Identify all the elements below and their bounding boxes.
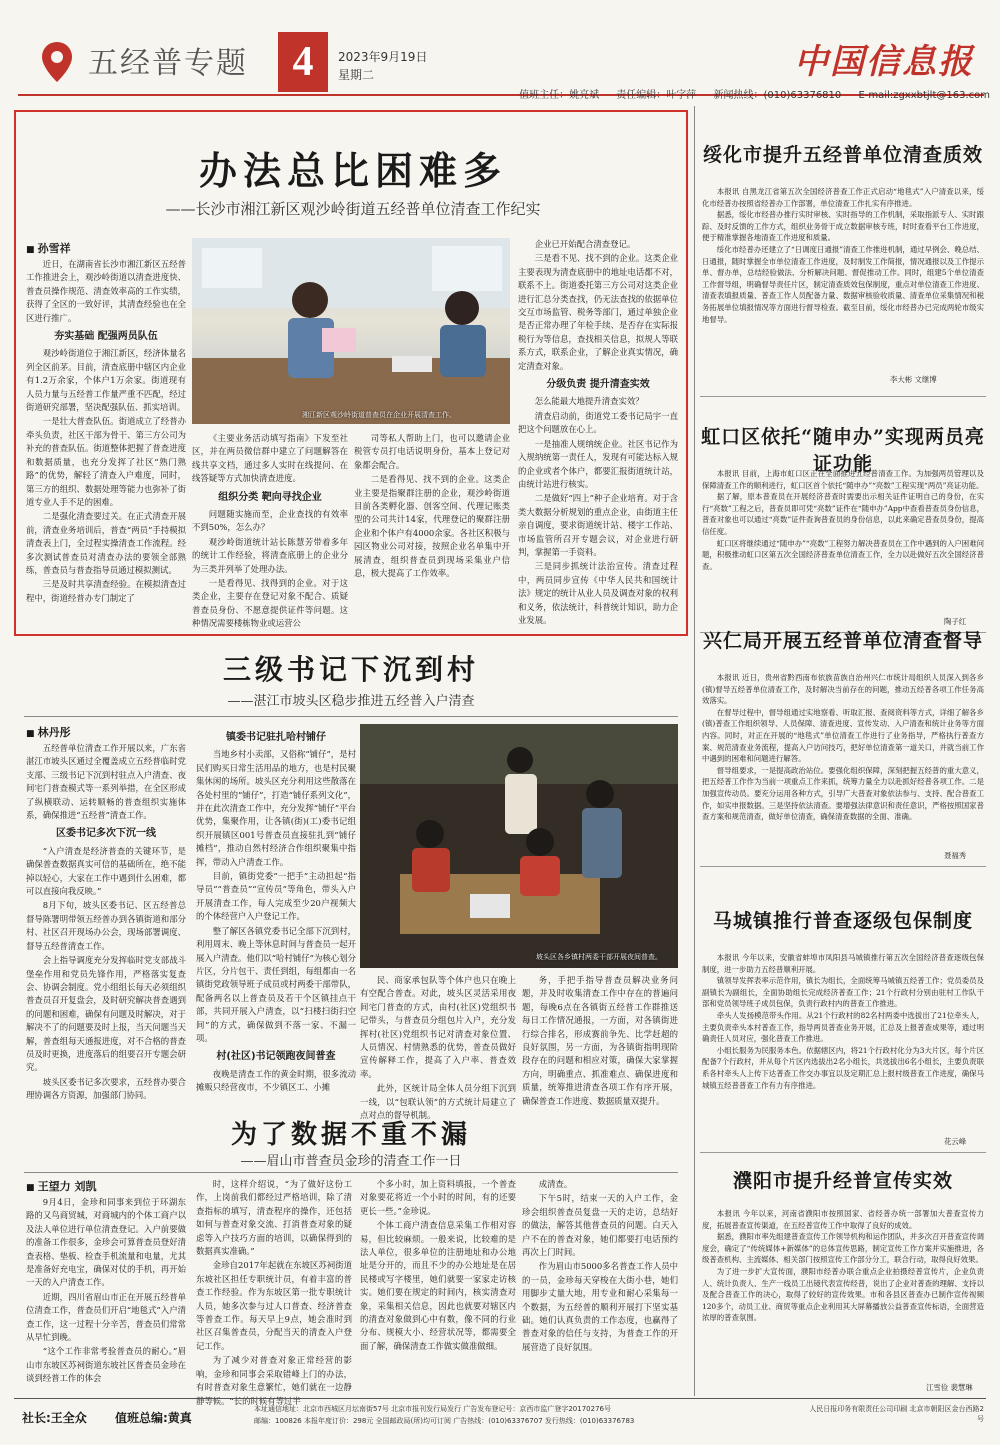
brief-2-author: 陶子红	[944, 617, 967, 626]
brief-1-author: 李大彬 文继博	[890, 375, 937, 384]
paragraph: 问题随实施而至，企业查找的有效率不到50%，怎么办？	[192, 509, 348, 533]
brief-1-headline: 绥化市提升五经普单位清查质效	[702, 144, 983, 166]
paragraph: 时，这样介绍说，“为了做好这份工作，上岗前我们都经过严格培训，除了清查指标的填写，清查程序的操作，还包括如何与普查对象交流、打消普查对象的疑虑等入户技巧方面的培训，以确保得到的数据真实准确。”	[196, 1179, 352, 1257]
paragraph: 五经普单位清查工作开展以来，广东省湛江市坡头区通过全覆盖成立五经普临时党支部、三级书记下沉到村驻点入户清查、夜间宅门普查模式等一系列举措，在全区形成了纵横联动、运转顺畅的普查组织实施体系，确保推进“五经普”清查工作。	[26, 743, 186, 821]
feature-photo	[192, 238, 510, 424]
story2-column-1	[26, 742, 186, 1108]
paragraph: 近日，在湖南省长沙市湘江新区五经普工作推进会上，观沙岭街道以清查进度快、普查员操作规范、清查效率高的工作实绩，获得了全区的一致好评，其清查经验也在全区进行推广。	[26, 259, 186, 323]
story2-headline: 三级书记下沉到村	[222, 653, 479, 686]
paragraph: 整了解区各镇党委书记全部下沉到村，利用周末、晚上等休息时间与普查员一起开展入户清查。他们以“哈村铺仔”为核心划分片区，分片包干、责任到组，每组都由一名镇街党政领导班子成员或村两委干部带队，配备两名以上普查员及若干个区镇挂点干部，共同开展入户清查，以“扫楼扫街扫空间”的方式，确保做到不落一家、不漏一项。	[196, 925, 356, 1043]
brief-5-headline: 濮阳市提升经普宣传实效	[732, 1170, 953, 1192]
paragraph: 民、商家承包队等个体户也只在晚上有空配合普查。对此，坡头区灵活采用夜间宅门普查的方式，由村(社区)党组织书记带头，与普查员分组包片入户，充分发挥村(社区)党组织书记对清查对象位置、人员情况、村情熟悉的优势，普查员做好宣传解释工作，提高了入户率、普查效率。	[360, 975, 516, 1079]
paragraph: “这个工作非常考验普查员的耐心。”眉山市东坡区苏祠街道东坡社区普查员金珍在谈到经普工作的体会	[26, 1346, 186, 1384]
page-footer	[14, 1398, 986, 1433]
feature-photo-illustration	[192, 238, 510, 424]
paragraph: 清查启动前，街道党工委书记局宇一直把这个问题放在心上。	[518, 410, 678, 435]
brief-3-author: 聂福秀	[944, 851, 967, 860]
issue-date: 2023年9月19日	[338, 50, 428, 64]
story3-column-4	[522, 1178, 678, 1392]
story2-column-2	[196, 726, 356, 1108]
story3-headline: 为了数据不重不漏	[230, 1120, 471, 1150]
brief-2-body	[702, 468, 984, 616]
feature-headline: 办法总比困难多	[198, 148, 507, 193]
paragraph: 《主要业务活动填写指南》下发至社区，并在两员微信群中建立了问题解答在线共享文档，通过多人实时在线提问、在线答疑等方式加快清查进度。	[192, 433, 348, 484]
feature-byline: ■ 孙雪祥	[26, 240, 71, 256]
paragraph: 金珍自2017年起就在东坡区苏祠街道东坡社区担任专职统计员，有着丰富的普查工作经验。作为东坡区第一批专职统计人员，她多次参与过人口普查、经济普查等普查工作。每天早上9点，她会准时到社区召集普查员，分配当天的清查入户登记工作。	[196, 1260, 352, 1351]
brief-5-body	[702, 1208, 984, 1380]
subheading: 村(社区)书记领跑夜间普查	[216, 1051, 336, 1063]
feature-column-2	[192, 432, 348, 632]
paragraph: 9月4日，金珍和同事来到位于环湖东路的又鸟商贸城，对商城内的个体工商户以及法人单位进行单位清查登记。入户前要做的准备工作很多，金珍会可算普查员登好清查表格、垫板、检查手机流量和电量，尤其是准备好充电宝，确保对仗的手机，再开始一天的入户清查工作。	[26, 1197, 186, 1288]
brief-4-headline: 马城镇推行普查逐级包保制度	[712, 910, 973, 932]
paragraph: 一是壮大普查队伍。街道成立了经普办牵头负责，社区干部为骨干、第三方公司为补充的普查队伍。街道整体把握了普查进度和数据质量，也充分发挥了社区“熟门熟路”的优势，解轻了清查入户难度，同时，第三方的组织、数据处理等能力也弥补了街道专业人手不足的困难。	[26, 416, 186, 507]
paragraph: 据了解，原本普查员在开展经济普查时需要出示相关证件证明自己的身份，在实行“亮数”工程之后，普查员即可凭“亮数”证件在“随申办”App中查看普查员身份信息，普查对象也可以通过“亮数”证件查询普查员的身份信息，以此来确定普查员身份，提高信任度。	[702, 492, 984, 536]
editor-info	[505, 86, 990, 101]
paragraph: 观沙岭街道位于湘江新区，经济体量名列全区前茅。目前，清查底册中辖区内企业有1.2万余家，个体户1万余家。街道现有人员力量与五经普工作量严重不匹配，经过街道研究部署，坚决配强队伍、抓实培训。	[26, 348, 186, 413]
section-title: 五经普专题	[88, 46, 248, 81]
paragraph: 镇领导发挥表率示范作用，镇长为组长，全面统筹马城镇五经普工作；党员委员及副镇长为副组长，全面协助组长完成经济普查工作；21个行政村分别由驻村工作队干部和党员领导班子成员包保，负责行政村内的普查工作推进。	[702, 976, 984, 1009]
paragraph: 夜晚是清查工作的黄金时期，很多流动摊贩只经营夜市，不少镇区工、小摊	[196, 1068, 356, 1093]
paragraph: 为了减少对普查对象正常经营的影响，金珍和同事会采取错峰上门的办法，有时普查对象生意繁忙，她们就在一边静静等候。“长的时候有等过半	[196, 1355, 352, 1406]
story2-subheadline: ——湛江市坡头区稳步推进五经普入户清查	[227, 694, 475, 709]
paragraph: 在督导过程中，督导组通过实地察看、听取汇报、查阅资料等方式，详细了解各乡(镇)普查工作组织领导、人员保障、清查进度、宣传发动、入户清查和统计业务等方面内容。同时，对正在开展的“地毯式”单位清查工作进行了业务指导，严格执行普查方案、规范清查业务流程，提高入户访问技巧，把好单位清查第一道关口，并就当前工作中遇到的困难和问题进行解答。	[702, 707, 984, 764]
story2-rule	[24, 716, 678, 717]
story2-photo-illustration	[360, 724, 678, 968]
paragraph: 二是强化清查要过关。在正式清查开展前，清查业务培训后，普查“两员”手持模拟清查表上门，全过程实操清查工作流程。经多次测试普查员对清查办法的要领全部熟练，普查员与普查指导员通过模拟测试。	[26, 511, 186, 575]
paragraph: 据悉，绥化市经普办推行实时审核、实时指导的工作机制，采取指派专人、实时跟踪、及时反馈的工作方式，组织业务骨干成立数据审核专班，时时查看平台工作进度，便于精准掌握各地清查工作进度和质量。	[702, 210, 984, 243]
paragraph: 本报讯 自黑龙江省第五次全国经济普查工作正式启动“地毯式”入户清查以来，绥化市经普办按照省经普办工作部署，单位清查工作扎实有序推进。	[702, 187, 984, 208]
feature-column-4	[518, 238, 678, 630]
paragraph: 本报讯 目前，上海市虹口区正在全面推进五经普清查工作。为加强两员管理以及保障清查工作的顺利进行，虹口区首个依托“随申办”“亮数”工程实现“两员”亮证功能。	[702, 469, 984, 490]
feature-subheadline: ——长沙市湘江新区观沙岭街道五经普单位清查工作纪实	[165, 200, 541, 218]
column-divider	[694, 106, 695, 1396]
paragraph: 三是看不见、找不到的企业。这类企业主要表现为清查底册中的地址电话都不对，联系不上。街道委托第三方公司对这类企业进行汇总分类查找，仍无法查找的依据单位交互市场监管、税务等部门，通过单独企业是否正常办理了年检手续、是否存在实际报税行为等信息，查找相关信息，拟规人等联系方式，联系企业，了解企业真实情况，确定清查对象。	[518, 253, 678, 371]
paragraph: 坡头区委书记多次要求，五经普办要合理协调各方资源，加强部门协同。	[26, 1076, 186, 1101]
footer-address-line-1: 本址通信地址：北京市西城区月坛南街57号 北京市报刊发行局发行 广告发布登记号：京西市监广登字20170276号	[254, 1405, 611, 1413]
paragraph: 二是做好“四上”种子企业培育。对于含类大数据分析规划的重点企业，由街道主任亲自调度，要求街道统计站、楼宇工作站、市场监管所召开专题会议，对企业进行研判，掌握第一手资料。	[518, 493, 678, 557]
responsible-editor: 责任编辑：叶字萍	[616, 90, 697, 101]
feature-column-1	[26, 258, 186, 630]
story2-column-4	[522, 974, 678, 1108]
paragraph: “入户清查是经济普查的关键环节，是确保普查数据真实可信的基础所在，绝不能掉以轻心，大家在工作中遇到什么困难，都可以直接向我反映。”	[26, 845, 186, 897]
paragraph: 个多小时，加上资料填报，一个普查对象要花将近一个小时的时间，有的还要更长一些。”金珍说。	[360, 1179, 516, 1216]
subheading: 组织分类 靶向寻找企业	[218, 491, 322, 503]
brief-3-headline: 兴仁局开展五经普单位清查督导	[702, 630, 983, 652]
paragraph: 绥化市经普办还建立了“日调度日通报”清查工作推进机制，通过早例会、晚总结、日通报，随时掌握全市单位清查工作进度，及时制发工作简报，情况通报以及工作提示单、督办单，总结经验做法、分析解决问题、督促推动工作。同时，组建5个单位清查工作督导组，明确督导责任片区，制定清查质效包保制度，重点对单位清查工作进度、清查表填报质量、普查工作人员配备力量、数据审核验收质量、清查单位采集情况和税务拓展单位填报情况等方面进行督导检查。截至目前，绥化市经普办已完成两轮市级实地督导。	[702, 244, 984, 324]
paragraph: 目前，镇街党委“一把手”主动担起“指导员”“普查员”“宣传员”等角色，带头入户开展清查工作，每人完成至少20户视频大的个体经营户入户登记工作。	[196, 871, 356, 922]
footer-staff	[22, 1409, 216, 1426]
paragraph: 会上指导调度充分发挥临时党支部战斗堡垒作用和党员先锋作用，严格落实复查会、协调会制度。党小组组长每天必须组织普查员召开复盘会，及时研究解决普查遇到的问题和困难，确保有问题及时解决，对于解决不了的问题要及时上报，当天问题当天解，普查组每天通报进度，对不合格的普查员及时更换，进度落后的组要召开专题会研究。	[26, 955, 186, 1073]
story3-column-1	[26, 1196, 186, 1392]
paragraph: 虹口区将继续通过“随申办”“亮数”工程努力解决普查员在工作中遇到的入户困难问题，积极推动虹口区第五次全国经济普查单位清查工作，全力以赴做好五次全国经济普查。	[702, 538, 984, 571]
chief-editor-on-duty: 值班总编:黄真	[115, 1411, 192, 1425]
paragraph: 本报讯 今年以来，安徽省蚌埠市凤阳县马城镇推行第五次全国经济普查逐级包保制度，进一步助力五经普顺利开展。	[702, 953, 984, 974]
paragraph: 务，手把手指导普查员解决业务问题，并及时收集清查工作中存在的普遍问题，每晚6点在各镇街五经普工作群推送每日工作情况通报，一方面，对各镇街进行综合排名，形成赛前争先、比学赶超的良好氛围，另一方面，为各镇街指明现阶段存在的问题和相应对策，确保大家掌握方向，明确重点、抓准难点、确保进度和质量，统筹推进清查各项工作有序开展，确保普查工作进度、数据质量双提升。	[522, 975, 678, 1106]
brief-1-body	[702, 186, 984, 372]
brief-5-author: 江雪俭 裴慧琳	[926, 1383, 973, 1392]
brief-4-author: 花云峰	[944, 1137, 967, 1146]
paragraph: 一是抽准人规纳统企业。社区书记作为入规纳统第一责任人，发现有可能达标入规的企业或者个体户，都要汇报街道统计站，由统计站进行核实。	[518, 438, 678, 489]
story3-subheadline: ——眉山市普查员金珍的清查工作一日	[240, 1154, 462, 1169]
paragraph: 三是及时共享清查经验。在模拟清查过程中，街道经普办专门制定了	[26, 579, 186, 603]
story2-photo-caption: 坡头区各乡镇村两委干部开展夜间普查。	[536, 953, 662, 961]
paragraph: 企业已开始配合清查登记。	[534, 239, 636, 249]
subheading: 夯实基础 配强两员队伍	[54, 331, 158, 343]
brief-4-body	[702, 952, 984, 1136]
editor-on-duty: 值班主任：姚亮斌	[519, 90, 600, 101]
president: 社长:王全众	[22, 1411, 87, 1425]
subheading: 分级负责 提升清查实效	[546, 379, 650, 391]
story2-byline: ■ 林丹彤	[26, 724, 71, 740]
subheading: 镇委书记驻扎哈村铺仔	[226, 732, 326, 743]
newspaper-logo: 中国信息报	[794, 42, 974, 82]
brief-2-headline: 虹口区依托“随申办”实现两员亮证功能	[701, 426, 985, 475]
story3-byline: ■ 王望力 刘凯	[26, 1178, 96, 1194]
story3-column-3	[360, 1178, 516, 1392]
paragraph: 小组长服务为民服务本色。依据辖区内，将21个行政村化分为3大片区，每个片区配备7个行政村，并从每个片区内选拔出2名小组长，共选拔出6名小组长，主要负责联系各村牵头人上传下达普查工作交办事宜以及定期汇总上报村级普查工作进度，确保马城镇五经普普查工作有力有序推进。	[702, 1045, 984, 1090]
paragraph: 司等私人帮助上门，也可以邀请企业税管专员打电话说明身份，基本上登记对象都会配合。	[354, 433, 510, 470]
paragraph: 本报讯 今年以来，河南省濮阳市按照国家、省经普办统一部署加大普查宣传力度，拓展普查宣传渠道，在五经普宣传工作中取得了良好的成效。	[702, 1209, 984, 1230]
paragraph: 成清查。	[538, 1179, 573, 1189]
paragraph: 三是同步抓统计法治宣传。清查过程中，两员同步宣传《中华人民共和国统计法》规定的统计从业人员及调查对象的权利和义务，依法统计，科普统计知识，助力企业发展。	[518, 561, 678, 625]
paragraph: 二是看得见、找不到的企业。这类企业主要是指聚群注册的企业，观沙岭街道目前各类孵化器、创客空间、代理记账类型的公司共计14家，代理登记的聚群注册企业和个体户有4000余家。各社区积极与园区物业公司对接，按照企业名单集中开展清查，组织普查员到现场采集业户信息，极大提高了工作效率。	[354, 474, 510, 579]
paragraph: 近期，四川省眉山市正在开展五经普单位清查工作，普查员们开启“地毯式”入户清查工作，这一过程十分辛苦，普查员们常常从早忙到晚。	[26, 1291, 186, 1343]
paragraph: 一是看得见、找得到的企业。对于这类企业，主要存在登记对象不配合、质疑普查员身份、不愿意提供证件等问题。这种情况需要楼栋物业或运营公	[192, 578, 348, 629]
story3-column-2	[196, 1178, 352, 1406]
page-number: 4	[278, 32, 328, 92]
paragraph: 8月下旬，坡头区委书记、区五经普总督导陈署明带领五经普办到各镇街道和部分村、社区召开现场办公会，现场部署调度、督导五经普清查工作。	[26, 900, 186, 951]
feature-article	[14, 110, 688, 636]
contact-email: E-mail:zgxxbtjlt@163.com	[858, 90, 990, 101]
brief-divider	[700, 1152, 986, 1153]
brief-3-body	[702, 672, 984, 850]
paragraph: 作为眉山市5000多名普查工作人员中的一员，金珍每天穿梭在大街小巷，她们用脚步丈量大地，用专业和耐心采集每一个数据，为五经普的顺利开展打下坚实基础。她们认真负责的工作态度，也赢得了普查对象的信任与支持，为普查工作的开展营造了良好氛围。	[522, 1261, 678, 1352]
paragraph: 当地乡村小卖部，又俗称“铺仔”，是村民们购买日常生活用品的地方，也是村民聚集休闲的场所。坡头区充分利用这些散落在各处村里的“铺仔”，打造“铺仔系列文化”，并在此次清查工作中，充分发挥“铺仔”平台优势，集聚作用，让各镇(街)(工)委书记组织开展镇区001号普查员直接驻扎到“铺仔摊档”，推动自然村经济合作组织聚集中指挥，带动入户清查工作。	[196, 749, 356, 867]
footer-printer: 人民日报印务有限责任公司印刷 北京市朝阳区金台西路2号	[809, 1405, 984, 1423]
paragraph: 下午5时，结束一天的入户工作，金珍会组织普查员复盘一天的走访，总结好的做法，解答其他普查员的问题。白天入户不在的普查对象，她们都要打电话预约再次上门时间。	[522, 1193, 678, 1258]
paragraph: 督导组要求，一是提高政治站位。要强化组织保障，深刻把握五经普的重大意义，把五经普工作作为当前一项重点工作来抓，统筹力量全力以赴抓好经普各项工作。二是加强宣传动员。要充分运用各种方式，引导广大普查对象依法参与、支持、配合普查工作，如实申报数据。三是坚持依法清查。要增强法律意识和责任意识，严格按照国家普查方案和规范清查，做好单位清查，确保清查数据的全面、准确。	[702, 765, 984, 822]
story3-rule	[24, 1172, 678, 1173]
paragraph: 此外，区统计局全体人员分组下沉到一线，以“包联认领”的方式统计局建立了点对点的督导机制。	[360, 1083, 516, 1121]
story2-column-3	[360, 974, 516, 1121]
paragraph: 个体工商户清查信息采集工作相对容易，但比较麻烦。一般来说，比较难的是法人单位，很多单位的注册地址和办公地址是分开的，而且不少的办公地址是在居民楼或写字楼里，她们就要一家家走访核实。她们要在规定的时间内，核实清查对象，采集相关信息，因此也就要对辖区内的清查对象做到心中有数，像不同的行业分布、规模大小、经营状况等，都需要全面了解，确保清查工作做实做准做细。	[360, 1220, 516, 1351]
paragraph: 据悉，濮阳市率先组建普查宣传工作领导机构和运作团队，并多次召开普查宣传调度会，确定了“传统媒体+新媒体”的总体宣传思路，制定宣传工作方案并实施推进，各级普查机构、主流媒体、相关部门按照宣传工作部分分工，联合行动，取得良好效果。	[702, 1232, 984, 1265]
brief-divider	[700, 866, 986, 867]
footer-address-line-2: 邮编：100826 本报年度订价：298元 全国邮政局(所)均可订阅 广告热线：(010)63376707 发行热线：(010)63376783	[254, 1417, 635, 1425]
paragraph: 牵头人发扬模范带头作用。从21个行政村的82名村两委中选拔出了21位牵头人，主要负责牵头本村普查工作，指导两员普查业务开展，汇总及上报普查成果等，通过明确责任人员对应，强化普查工作推进。	[702, 1010, 984, 1044]
brief-divider	[700, 396, 986, 397]
paragraph: 观沙岭街道统计站长陈慧芳带着多年的统计工作经验，将清查底册上的企业分为三类并列举了处理办法。	[192, 536, 348, 574]
paragraph: 怎么能最大地提升清查实效？	[534, 396, 644, 407]
story2-photo	[360, 724, 678, 968]
paragraph: 本报讯 近日，贵州省黔西南布依族苗族自治州兴仁市统计局组织人员深入到各乡(镇)督导五经普单位清查工作，及时解决当前存在的问题，推动五经普各项工作任务高效落实。	[702, 673, 984, 706]
feature-photo-caption: 湘江新区观沙岭街道普查员在企业开展清查工作。	[302, 411, 456, 419]
news-hotline: 新闻热线：(010)63376810	[713, 90, 842, 101]
location-pin-icon	[40, 40, 74, 84]
issue-weekday: 星期二	[338, 68, 375, 82]
subheading: 区委书记多次下沉一线	[56, 828, 156, 840]
feature-column-3	[354, 432, 510, 632]
paragraph: 为了进一步扩大宣传面，濮阳市经普办联合重点企业拍摄经普宣传片，企业负责人、统计负责人、生产一线员工出镜代表宣传经普，说出了企业对普查的理解、支持以及配合普查工作的决心，取得了较好的宣传效果。市和各县区普查办已制作宣传视频120多个，动员工业、商贸等重点企业利用其大屏幕播放公益普查宣传标语，全面营造浓厚的普查氛围。	[702, 1266, 984, 1323]
